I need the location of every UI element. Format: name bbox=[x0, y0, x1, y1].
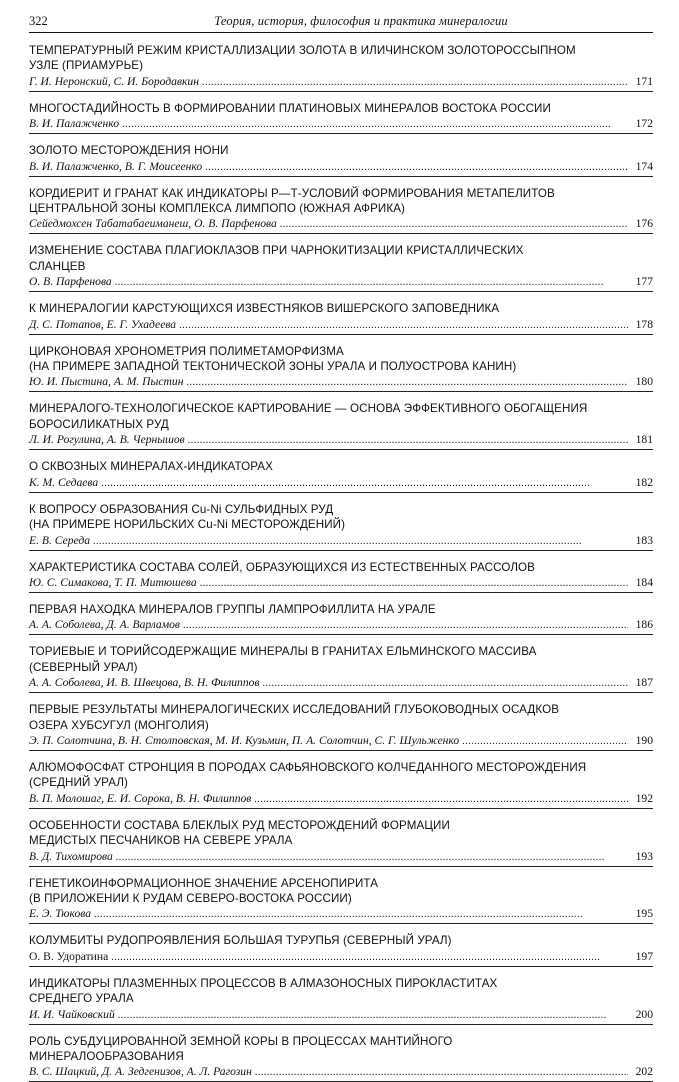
toc-entry-title: СЛАНЦЕВ bbox=[29, 259, 86, 273]
toc-entry-title: МНОГОСТАДИЙНОСТЬ В ФОРМИРОВАНИИ ПЛАТИНОВЫХ МИНЕРАЛОВ ВОСТОКА РОССИИ bbox=[29, 101, 551, 115]
toc-entry-page-number: 195 bbox=[635, 907, 653, 921]
toc-entry bbox=[29, 760, 653, 809]
toc-entry-page-number: 172 bbox=[635, 117, 653, 131]
toc-entry-title: ТЕМПЕРАТУРНЫЙ РЕЖИМ КРИСТАЛЛИЗАЦИИ ЗОЛОТА В ИЛИЧИНСКОМ ЗОЛОТОРОССЫПНОМ bbox=[29, 44, 576, 57]
toc-entry-author-line bbox=[29, 1007, 653, 1023]
toc-entry-title: ГЕНЕТИКОИНФОРМАЦИОННОЕ ЗНАЧЕНИЕ АРСЕНОПИРИТА bbox=[29, 876, 379, 890]
toc-entry-author-line bbox=[29, 533, 653, 549]
dot-leader bbox=[254, 792, 628, 807]
toc-entry-page-number: 181 bbox=[635, 433, 653, 447]
toc-entry-title: ИНДИКАТОРЫ ПЛАЗМЕННЫХ ПРОЦЕССОВ В АЛМАЗОНОСНЫХ ПИРОКЛАСТИТАХ bbox=[29, 976, 498, 990]
toc-entry-page-number: 171 bbox=[635, 74, 653, 88]
toc-entry-authors: Э. П. Солотчина, В. Н. Столповская, М. И. Кузьмин, П. А. Солотчин, С. Г. Шульженко bbox=[29, 733, 460, 747]
toc-entry-title: РОЛЬ СУБДУЦИРОВАННОЙ ЗЕМНОЙ КОРЫ В ПРОЦЕССАХ МАНТИЙНОГО bbox=[29, 1034, 453, 1048]
toc-entry-page-number: 174 bbox=[635, 159, 653, 173]
toc-entry-author-line bbox=[29, 1064, 653, 1080]
toc-entry-authors: Сейедмохсен Табатабаеиманеш, О. В. Парфенова bbox=[29, 217, 277, 231]
toc-entry-authors: Ю. С. Симакова, Т. П. Митюшева bbox=[29, 575, 197, 589]
toc-entry-author-line bbox=[29, 949, 653, 965]
toc-entry-authors: О. В. Удоратина bbox=[29, 949, 109, 963]
toc-entry-page-number: 192 bbox=[635, 791, 653, 805]
dot-leader bbox=[255, 1065, 628, 1080]
toc-entry-title: О СКВОЗНЫХ МИНЕРАЛАХ-ИНДИКАТОРАХ bbox=[29, 460, 273, 474]
toc-entry-authors: Л. И. Рогулина, А. В. Чернышов bbox=[29, 433, 185, 447]
toc-entry-author-line bbox=[29, 906, 653, 922]
toc-entry bbox=[29, 186, 653, 235]
toc-entry-title: ТОРИЕВЫЕ И ТОРИЙСОДЕРЖАЩИЕ МИНЕРАЛЫ В ГРАНИТАХ ЕЛЬМИНСКОГО МАССИВА bbox=[29, 645, 537, 659]
toc-entry-page-number: 176 bbox=[635, 217, 653, 231]
toc-entry-title: (НА ПРИМЕРЕ НОРИЛЬСКИХ Cu-Ni МЕСТОРОЖДЕНИЙ) bbox=[29, 518, 346, 532]
dot-leader bbox=[200, 576, 628, 591]
toc-entry-title: КОЛУМБИТЫ РУДОПРОЯВЛЕНИЯ БОЛЬШАЯ ТУРУПЬЯ (СЕВЕРНЫЙ УРАЛ) bbox=[29, 934, 452, 948]
toc-entry-page-number: 177 bbox=[635, 275, 653, 289]
toc-entry-page-number: 186 bbox=[635, 618, 653, 632]
toc-entry-title: ЦЕНТРАЛЬНОЙ ЗОНЫ КОМПЛЕКСА ЛИМПОПО (ЮЖНАЯ АФРИКА) bbox=[29, 202, 406, 216]
dot-leader bbox=[280, 217, 628, 232]
dot-leader bbox=[111, 950, 628, 965]
toc-entry bbox=[29, 43, 653, 92]
toc-entry bbox=[29, 459, 653, 492]
toc-entry-author-line bbox=[29, 475, 653, 491]
toc-entry-authors: О. В. Парфенова bbox=[29, 275, 112, 289]
toc-entry-author-line bbox=[29, 274, 653, 290]
toc-entry-authors: В. И. Палажченко, В. Г. Моисеенко bbox=[29, 159, 203, 173]
toc-entry-title: МЕДИСТЫХ ПЕСЧАНИКОВ НА СЕВЕРЕ УРАЛА bbox=[29, 834, 293, 848]
toc-entry-title: СРЕДНЕГО УРАЛА bbox=[29, 992, 134, 1006]
toc-entry bbox=[29, 876, 653, 925]
dot-leader bbox=[183, 618, 628, 633]
dot-leader bbox=[94, 907, 628, 922]
toc-entry bbox=[29, 644, 653, 693]
toc-entry bbox=[29, 401, 653, 450]
dot-leader bbox=[188, 433, 628, 448]
toc-entry-page-number: 184 bbox=[635, 575, 653, 589]
toc-entry-title: (СРЕДНИЙ УРАЛ) bbox=[29, 776, 128, 790]
dot-leader bbox=[116, 850, 628, 865]
toc-entry-page-number: 200 bbox=[635, 1007, 653, 1021]
toc-entry-authors: Д. С. Потапов, Е. Г. Ухадеева bbox=[29, 317, 177, 331]
toc-entry-authors: В. И. Палажченко bbox=[29, 117, 120, 131]
toc-entry bbox=[29, 560, 653, 593]
toc-entry-title: ЗОЛОТО МЕСТОРОЖДЕНИЯ НОНИ bbox=[29, 144, 229, 158]
toc-entry bbox=[29, 502, 653, 551]
toc-entry-title: ХАРАКТЕРИСТИКА СОСТАВА СОЛЕЙ, ОБРАЗУЮЩИХСЯ ИЗ ЕСТЕСТВЕННЫХ РАССОЛОВ bbox=[29, 560, 535, 574]
dot-leader bbox=[93, 534, 628, 549]
toc-entry-page-number: 178 bbox=[635, 317, 653, 331]
toc-entry bbox=[29, 933, 653, 966]
dot-leader bbox=[186, 375, 628, 390]
toc-entry-author-line bbox=[29, 374, 653, 390]
toc-entry bbox=[29, 702, 653, 751]
toc-entry-author-line bbox=[29, 617, 653, 633]
toc-entry-page-number: 187 bbox=[635, 676, 653, 690]
toc-entry-title: МИНЕРАЛООБРАЗОВАНИЯ bbox=[29, 1050, 184, 1063]
dot-leader bbox=[122, 117, 628, 132]
toc-entry-author-line bbox=[29, 791, 653, 807]
page bbox=[29, 10, 653, 1082]
toc-entry bbox=[29, 243, 653, 292]
toc-entry-authors: К. М. Седаева bbox=[29, 475, 99, 489]
dot-leader bbox=[462, 734, 628, 749]
toc-entry bbox=[29, 344, 653, 393]
toc-entry bbox=[29, 976, 653, 1025]
toc-entry-authors: Е. Э. Тюкова bbox=[29, 907, 91, 921]
toc-entry-title: (НА ПРИМЕРЕ ЗАПАДНОЙ ТЕКТОНИЧЕСКОЙ ЗОНЫ УРАЛА И ПОЛУОСТРОВА КАНИН) bbox=[29, 360, 517, 374]
dot-leader bbox=[262, 676, 628, 691]
toc-entry-authors: Г. И. Неронский, С. И. Бородавкин bbox=[29, 74, 199, 88]
toc-entry-title: ИЗМЕНЕНИЕ СОСТАВА ПЛАГИОКЛАЗОВ ПРИ ЧАРНОКИТИЗАЦИИ КРИСТАЛЛИЧЕСКИХ bbox=[29, 244, 524, 258]
toc-entry-title: ПЕРВЫЕ РЕЗУЛЬТАТЫ МИНЕРАЛОГИЧЕСКИХ ИССЛЕДОВАНИЙ ГЛУБОКОВОДНЫХ ОСАДКОВ bbox=[29, 703, 560, 717]
toc-entry-authors: Е. В. Середа bbox=[29, 533, 91, 547]
dot-leader bbox=[115, 275, 628, 290]
running-title: Теория, история, философия и практика минералогии bbox=[214, 14, 508, 28]
toc-entry-author-line bbox=[29, 432, 653, 448]
toc-entry-author-line bbox=[29, 216, 653, 232]
dot-leader bbox=[202, 75, 628, 90]
toc-entry-author-line bbox=[29, 733, 653, 749]
toc-entry-authors: Ю. И. Пыстина, А. М. Пыстин bbox=[29, 375, 184, 389]
toc-entry-title: ЦИРКОНОВАЯ ХРОНОМЕТРИЯ ПОЛИМЕТАМОРФИЗМА bbox=[29, 344, 344, 358]
toc-entry-page-number: 182 bbox=[635, 475, 653, 489]
toc-entry-title: МИНЕРАЛОГО-ТЕХНОЛОГИЧЕСКОЕ КАРТИРОВАНИЕ — ОСНОВА ЭФФЕКТИВНОГО ОБОГАЩЕНИЯ bbox=[29, 402, 588, 416]
toc-entry-authors: А. А. Соболева, И. В. Швецова, В. Н. Филиппов bbox=[29, 676, 260, 690]
toc-entry-title: УЗЛЕ (ПРИАМУРЬЕ) bbox=[29, 59, 144, 73]
toc-entry-page-number: 193 bbox=[635, 849, 653, 863]
dot-leader bbox=[205, 160, 628, 175]
toc-entry-author-line bbox=[29, 575, 653, 591]
toc-entry-page-number: 197 bbox=[635, 949, 653, 963]
toc-entry-authors: В. Д. Тихомирова bbox=[29, 849, 113, 863]
table-of-contents bbox=[29, 43, 653, 1082]
toc-entry-page-number: 190 bbox=[635, 733, 653, 747]
toc-entry-title: ОСОБЕННОСТИ СОСТАВА БЛЕКЛЫХ РУД МЕСТОРОЖДЕНИЙ ФОРМАЦИИ bbox=[29, 818, 450, 832]
toc-entry-author-line bbox=[29, 675, 653, 691]
toc-entry-author-line bbox=[29, 116, 653, 132]
toc-entry-page-number: 180 bbox=[635, 375, 653, 389]
toc-entry-title: К МИНЕРАЛОГИИ КАРСТУЮЩИХСЯ ИЗВЕСТНЯКОВ ВИШЕРСКОГО ЗАПОВЕДНИКА bbox=[29, 302, 500, 316]
toc-entry-title: ПЕРВАЯ НАХОДКА МИНЕРАЛОВ ГРУППЫ ЛАМПРОФИЛЛИТА НА УРАЛЕ bbox=[29, 602, 436, 616]
toc-entry-authors: В. П. Молошаг, Е. И. Сорока, В. Н. Филиппов bbox=[29, 791, 252, 805]
toc-entry-page-number: 202 bbox=[635, 1065, 653, 1079]
toc-entry-author-line bbox=[29, 849, 653, 865]
toc-entry-title: БОРОСИЛИКАТНЫХ РУД bbox=[29, 417, 169, 431]
dot-leader bbox=[101, 476, 628, 491]
toc-entry-authors: И. И. Чайковский bbox=[29, 1007, 115, 1021]
toc-entry bbox=[29, 602, 653, 635]
toc-entry-title: ОЗЕРА ХУБСУГУЛ (МОНГОЛИЯ) bbox=[29, 718, 209, 732]
toc-entry-title: АЛЮМОФОСФАТ СТРОНЦИЯ В ПОРОДАХ САФЬЯНОВСКОГО КОЛЧЕДАННОГО МЕСТОРОЖДЕНИЯ bbox=[29, 760, 587, 774]
toc-entry-author-line bbox=[29, 317, 653, 333]
toc-entry-title: (СЕВЕРНЫЙ УРАЛ) bbox=[29, 660, 138, 674]
page-header bbox=[29, 10, 653, 33]
dot-leader bbox=[179, 318, 628, 333]
toc-entry-title: К ВОПРОСУ ОБРАЗОВАНИЯ Cu-Ni СУЛЬФИДНЫХ РУД bbox=[29, 502, 334, 516]
toc-entry bbox=[29, 818, 653, 867]
toc-entry-author-line bbox=[29, 159, 653, 175]
toc-entry-authors: В. С. Шацкий, Д. А. Зедгенизов, А. Л. Рагозин bbox=[29, 1065, 252, 1079]
toc-entry bbox=[29, 143, 653, 176]
page-number: 322 bbox=[29, 14, 48, 28]
toc-entry-title: КОРДИЕРИТ И ГРАНАТ КАК ИНДИКАТОРЫ Р—Т-УСЛОВИЙ ФОРМИРОВАНИЯ МЕТАПЕЛИТОВ bbox=[29, 186, 555, 200]
toc-entry-page-number: 183 bbox=[635, 533, 653, 547]
toc-entry bbox=[29, 301, 653, 334]
toc-entry bbox=[29, 101, 653, 134]
toc-entry bbox=[29, 1034, 653, 1082]
dot-leader bbox=[118, 1008, 628, 1023]
toc-entry-author-line bbox=[29, 74, 653, 90]
toc-entry-title: (В ПРИЛОЖЕНИИ К РУДАМ СЕВЕРО-ВОСТОКА РОССИИ) bbox=[29, 891, 352, 905]
toc-entry-authors: А. А. Соболева, Д. А. Варламов bbox=[29, 618, 180, 632]
